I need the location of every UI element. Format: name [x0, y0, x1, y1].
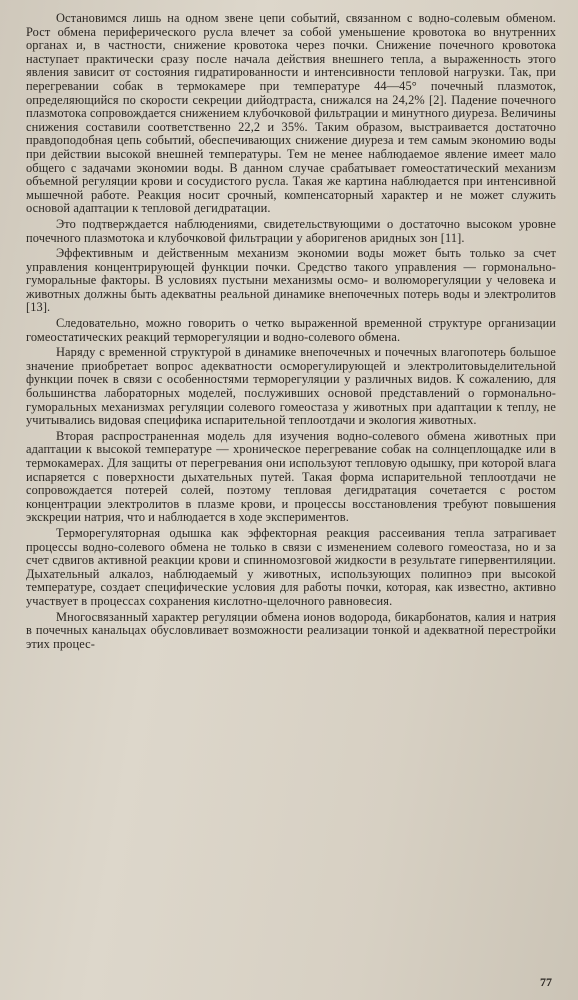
body-text	[26, 12, 556, 651]
paragraph: Это подтверждается наблюдениями, свидетельствующими о достаточно высоком уровне почечного плазмотока и клубочковой фильтрации у аборигенов аридных зон [11].	[26, 216, 556, 245]
paragraph: Наряду с временной структурой в динамике внепочечных и почечных влагопотерь большое значение приобретает вопрос адекватности осморегулирующей и электролитовыделительной функции почек в связи с особенностями терморегуляции у различных видов. К сожалению, для большинства лабораторных моделей, послуживших основой представлений о гормонально-гуморальных механизмах регуляции солевого гомеостаза у животных при адаптации к теплу, не учитывались видовая специфика испарительной теплоотдачи и экология животных.	[26, 345, 556, 428]
paragraph: Терморегуляторная одышка как эффекторная реакция рассеивания тепла затрагивает процессы водно-солевого обмена не только в связи с изменением солевого гомеостаза, но и за счет сдвигов активной реакции крови и спинномозговой жидкости в результате гипервентиляции. Дыхательный алкалоз, наблюдаемый у животных, использующих полипноэ при высокой температуре, создает специфические условия для работы почки, которая, как известно, активно участвует в процессах сохранения кислотно-щелочного равновесия.	[26, 525, 556, 608]
paragraph: Следовательно, можно говорить о четко выраженной временной структуре организации гомеостатических реакций терморегуляции и водно-солевого обмена.	[26, 316, 556, 344]
paragraph: Вторая распространенная модель для изучения водно-солевого обмена животных при адаптации к высокой температуре — хроническое перегревание собак на солнцеплощадке или в термокамерах. Для защиты от перегревания они используют тепловую одышку, при которой влага испаряется с поверхности дыхательных путей. Такая форма испарительной теплоотдачи не сопровождается потерей солей, поэтому тепловая дегидратация сочетается с ростом концентрации электролитов в плазме крови, и процессы восстановления требуют повышения экскреции натрия, что и наблюдается в ходе экспериментов.	[26, 428, 556, 525]
paragraph: Эффективным и действенным механизм экономии воды может быть только за счет управления концентрирующей функции почки. Средство такого управления — гормонально-гуморальные факторы. В условиях пустыни механизмы осмо- и волюморегуляции у человека и животных должны быть адекватны реальной динамике внепочечных потерь воды и электролитов [13].	[26, 246, 556, 315]
page-number: 77	[540, 975, 552, 989]
paragraph: Остановимся лишь на одном звене цепи событий, связанном с водно-солевым обменом. Рост обмена периферического русла влечет за собой уменьшение кровотока во внутренних органах и, в частности, снижение кровотока через почки. Снижение почечного кровотока наступает практически сразу после начала действия внешнего тепла, а выраженность этого явления зависит от состояния гидратированности и интенсивности тепловой нагрузки. Так, при перегревании собак в термокамере при температуре 44—45° почечный плазмоток, определяющийся по скорости секреции дийодтраста, снижался на 24,2% [2]. Падение почечного плазмотока сопровождается снижением клубочковой фильтрации и минутного диуреза. Величины снижения составили соответственно 22,2 и 35%. Таким образом, выстраивается достаточно правдоподобная цепь событий, обеспечивающих снижение диуреза и тем самым экономию воды при действии высокой внешней температуры. Тем не менее наблюдаемое явление имеет мало общего с задачами экономии воды. В данном случае срабатывает гомеостатический механизм объемной регуляции крови и сосудистого русла. Такая же картина наблюдается при интенсивной мышечной работе. Реакция носит срочный, компенсаторный характер и не может служить основой адаптации к тепловой дегидратации.	[26, 11, 556, 216]
paragraph: Многосвязанный характер регуляции обмена ионов водорода, бикарбонатов, калия и натрия в почечных канальцах обусловливает возможности реализации тонкой и адекватной перестройки этих процес-	[26, 609, 556, 651]
